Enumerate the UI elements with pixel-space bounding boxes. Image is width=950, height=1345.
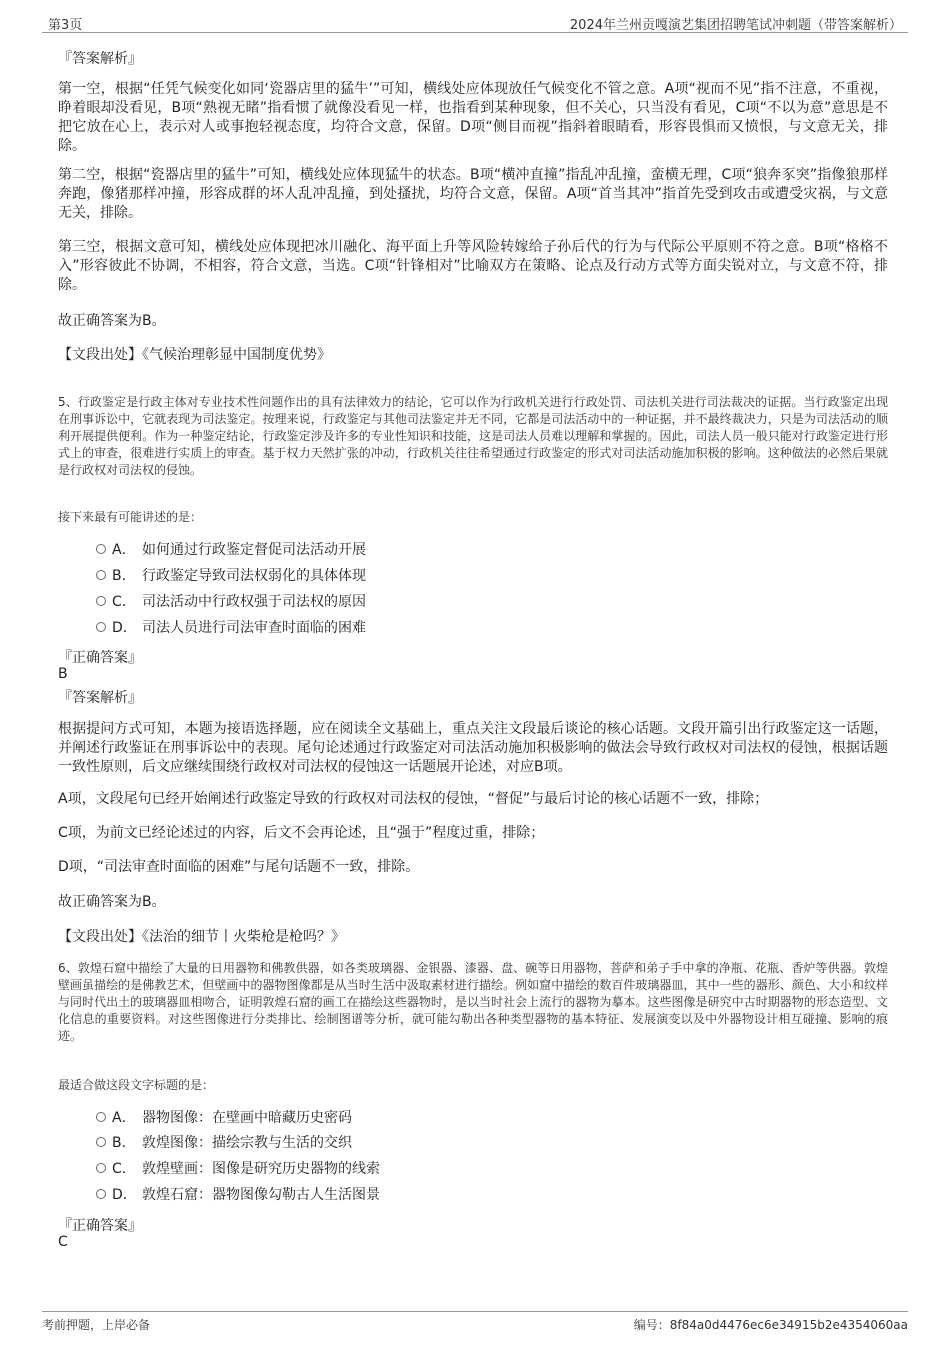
radio-icon[interactable] [96,622,106,632]
radio-icon[interactable] [96,1163,106,1173]
analysis-paragraph-2: A项，文段尾句已经开始阐述行政鉴定导致的行政权对司法权的侵蚀，“督促”与最后讨论的核心话题不一致，排除； [58,791,769,807]
analysis-tag: 『答案解析』 [58,690,142,706]
conclusion: 故正确答案为B。 [58,313,166,329]
document-title: 2024年兰州贡嘎演艺集团招聘笔试冲刺题（带答案解析） [569,18,902,33]
radio-icon[interactable] [96,544,106,554]
analysis-paragraph-4: D项，“司法审查时面临的困难”与尾句话题不一致，排除。 [58,859,420,875]
radio-icon[interactable] [96,570,106,580]
footer-slogan: 考前押题，上岸必备 [42,1318,151,1332]
option-a[interactable]: A． 如何通过行政鉴定督促司法活动开展 [96,540,366,560]
page-number: 第3页 [48,18,83,33]
answer-tag: 『正确答案』 [58,650,142,666]
option-d[interactable]: D． 司法人员进行司法审查时面临的困难 [96,618,366,638]
answer-value: B [58,666,68,682]
radio-icon[interactable] [96,1112,106,1122]
option-c[interactable]: C． 司法活动中行政权强于司法权的原因 [96,592,366,612]
analysis-tag: 『答案解析』 [58,51,142,67]
question-5-prompt: 接下来最有可能讲述的是： [58,510,203,524]
option-c[interactable]: C． 敦煌壁画：图像是研究历史器物的线索 [96,1159,380,1179]
analysis-paragraph-1: 第一空，根据“任凭气候变化如同‘瓷器店里的猛牛’”可知，横线处应体现放任气候变化不管之意。A项“视而不见”指不注意，不重视，睁着眼却没看见，B项“熟视无睹”指看惯了就像没看见一样，也指看到某种现象，但不关心，只当没有看见，C项“不以为意”意思是不把它放在心上，表示对人或事抱轻视态度，均符合文意，保留。D项“侧目而视”指斜着眼睛看，形容畏惧而又愤恨，与文意无关，排除。 [58,81,888,154]
answer-value: C [58,1234,68,1250]
option-b[interactable]: B． 敦煌图像：描绘宗教与生活的交织 [96,1133,352,1153]
option-d[interactable]: D． 敦煌石窟：器物图像勾勒古人生活图景 [96,1185,380,1205]
document-code: 编号：8f84a0d4476ec6e34915b2e4354060aa [633,1318,908,1332]
question-5-text: 5、行政鉴定是行政主体对专业技术性问题作出的具有法律效力的结论，它可以作为行政机关进行行政处罚、司法机关进行司法裁决的证据。当行政鉴定出现在刑事诉讼中，它就表现为司法鉴定。按理来说，行政鉴定与其他司法鉴定并无不同，它都是司法活动中的一种证据，并不最终裁决力，只是为司法活动的顺利开展提供便利。作为一种鉴定结论，行政鉴定涉及许多的专业性知识和技能，这是司法人员难以理解和掌握的。因此，司法人员一般只能对行政鉴定进行形式上的审查，很难进行实质上的审查。基于权力天然扩张的冲动，行政机关往往希望通过行政鉴定的形式对司法活动施加积极的影响。这种做法的必然后果就是行政权对司法权的侵蚀。 [58,395,888,477]
page-header [42,14,908,33]
question-6-text: 6、敦煌石窟中描绘了大量的日用器物和佛教供器，如各类玻璃器、金银器、漆器、盘、碗等日用器物，菩萨和弟子手中拿的净瓶、花瓶、香炉等供器。敦煌壁画虽描绘的是佛教艺术，但壁画中的器物图像都是从当时生活中汲取素材进行描绘。例如窟中描绘的数百件玻璃器皿，其中一些的器形、颜色、大小和纹样与同时代出土的玻璃器皿相吻合，证明敦煌石窟的画工在描绘这些器物时，是以当时社会上流行的器物为摹本。这些图像是研究中古时期器物的形态造型、文化信息的重要资料。对这些图像进行分类排比、绘制图谱等分析，就可能勾勒出各种类型器物的基本特征、发展演变以及中外器物设计相互碰撞、影响的痕迹。 [58,961,888,1043]
radio-icon[interactable] [96,1189,106,1199]
analysis-paragraph-3: C项，为前文已经论述过的内容，后文不会再论述，且“强于”程度过重，排除； [58,825,545,841]
source: 【文段出处】《气候治理彰显中国制度优势》 [58,347,331,363]
option-b[interactable]: B． 行政鉴定导致司法权弱化的具体体现 [96,566,366,586]
question-6-prompt: 最适合做这段文字标题的是： [58,1078,215,1092]
analysis-paragraph-1: 根据提问方式可知，本题为接语选择题，应在阅读全文基础上，重点关注文段最后谈论的核心话题。文段开篇引出行政鉴定这一话题，并阐述行政鉴证在刑事诉讼中的表现。尾句论述通过行政鉴定对司法活动施加积极影响的做法会导致行政权对司法权的侵蚀，根据话题一致性原则，后文应继续围绕行政权对司法权的侵蚀这一话题展开论述，对应B项。 [58,721,888,775]
radio-icon[interactable] [96,596,106,606]
answer-tag: 『正确答案』 [58,1218,142,1234]
analysis-paragraph-2: 第二空，根据“瓷器店里的猛牛”可知，横线处应体现猛牛的状态。B项“横冲直撞”指乱冲乱撞，蛮横无理，C项“狼奔豕突”指像狼那样奔跑，像猪那样冲撞，形容成群的坏人乱冲乱撞，到处搔扰，均符合文意，保留。A项“首当其冲”指首先受到攻击或遭受灾祸，与文意无关，排除。 [58,167,888,221]
radio-icon[interactable] [96,1137,106,1147]
source: 【文段出处】《法治的细节丨火柴枪是枪吗？》 [58,929,345,945]
option-a[interactable]: A． 器物图像：在壁画中暗藏历史密码 [96,1108,352,1128]
page-footer [42,1311,908,1332]
analysis-paragraph-3: 第三空，根据文意可知，横线处应体现把冰川融化、海平面上升等风险转嫁给子孙后代的行为与代际公平原则不符之意。B项“格格不入”形容彼此不协调，不相容，符合文意，当选。C项“针锋相对”比喻双方在策略、论点及行动方式等方面尖锐对立，与文意不符，排除。 [58,239,888,293]
conclusion: 故正确答案为B。 [58,894,166,910]
